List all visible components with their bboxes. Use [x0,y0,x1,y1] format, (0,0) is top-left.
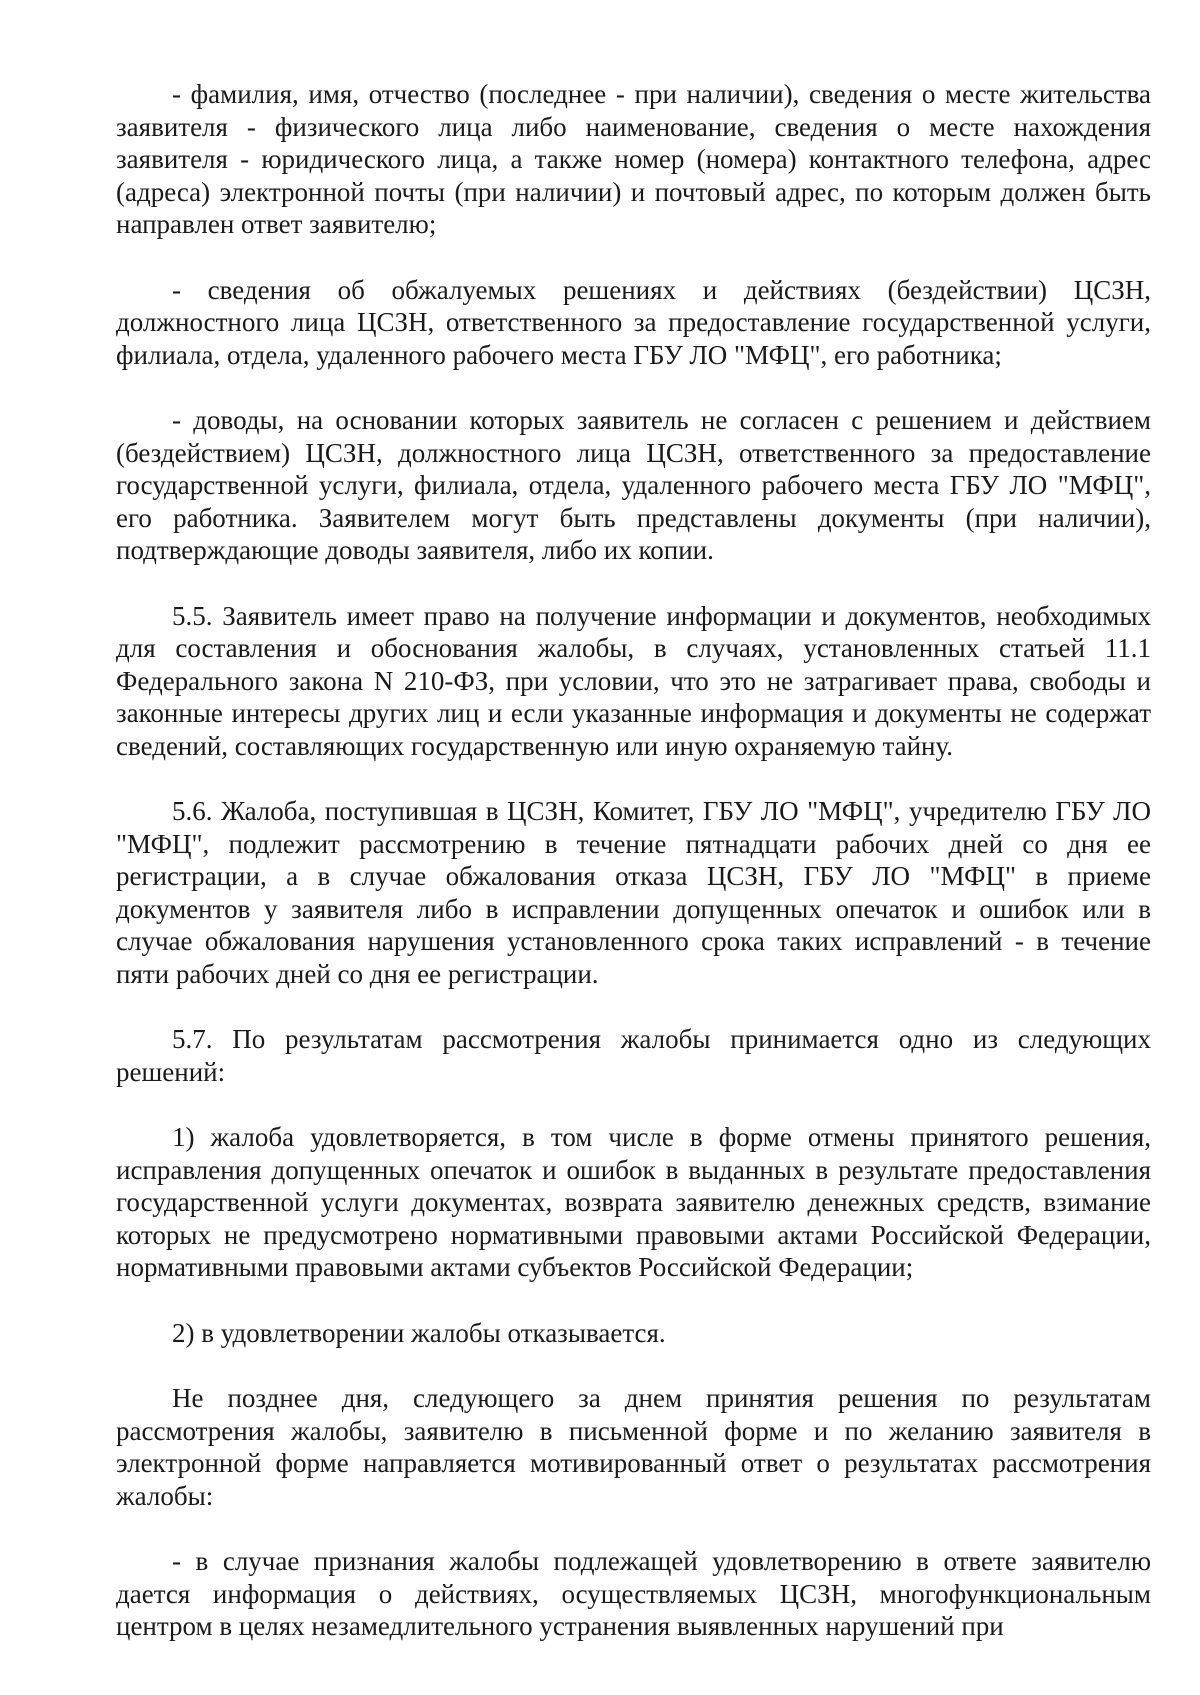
paragraph-applicant-details: - фамилия, имя, отчество (последнее - при наличии), сведения о месте жительства заявителя - физического лица либо наименование, сведения о месте нахождения заявителя - юридического лица, а также номер (номера) контактного телефона, адрес (адреса) электронной почты (при наличии) и почтовый адрес, по которым должен быть направлен ответ заявителю; [116,79,1151,239]
paragraph-5-6: 5.6. Жалоба, поступившая в ЦСЗН, Комитет, ГБУ ЛО "МФЦ", учредителю ГБУ ЛО "МФЦ", подлежит рассмотрению в течение пятнадцати рабочих дней со дня ее регистрации, а в случае обжалования отказа ЦСЗН, ГБУ ЛО "МФЦ" в приеме документов у заявителя либо в исправлении допущенных опечаток и ошибок или в случае обжалования нарушения установленного срока таких исправлений - в течение пяти рабочих дней со дня ее регистрации. [116,796,1151,989]
paragraph-decision-1: 1) жалоба удовлетворяется, в том числе в форме отмены принятого решения, исправления допущенных опечаток и ошибок в выданных в результате предоставления государственной услуги документах, возврата заявителю денежных средств, взимание которых не предусмотрено нормативными правовыми актами Российской Федерации, нормативными правовыми актами субъектов Российской Федерации; [116,1122,1151,1282]
paragraph-decision-2: 2) в удовлетворении жалобы отказывается. [172,1317,666,1348]
paragraph-appealed-decisions: - сведения об обжалуемых решениях и действиях (бездействии) ЦСЗН, должностного лица ЦСЗН, ответственного за предоставление государственной услуги, филиала, отдела, удаленного рабочего места ГБУ ЛО "МФЦ", его работника; [116,274,1151,370]
paragraph-5-7: 5.7. По результатам рассмотрения жалобы принимается одно из следующих решений: [116,1024,1151,1087]
paragraph-5-5: 5.5. Заявитель имеет право на получение информации и документов, необходимых для составления и обоснования жалобы, в случаях, установленных статьей 11.1 Федерального закона N 210-ФЗ, при условии, что это не затрагивает права, свободы и законные интересы других лиц и если указанные информация и документы не содержат сведений, составляющих государственную или иную охраняемую тайну. [116,600,1151,761]
paragraph-complaint-satisfied: - в случае признания жалобы подлежащей удовлетворению в ответе заявителю дается информация о действиях, осуществляемых ЦСЗН, многофункциональным центром в целях незамедлительного устранения выявленных нарушений при [116,1546,1151,1641]
paragraph-arguments: - доводы, на основании которых заявитель не согласен с решением и действием (бездействием) ЦСЗН, должностного лица ЦСЗН, ответственного за предоставление государственной услуги, филиала, отдела, удаленного рабочего места ГБУ ЛО "МФЦ", его работника. Заявителем могут быть представлены документы (при наличии), подтверждающие доводы заявителя, либо их копии. [116,405,1151,565]
paragraph-response-deadline: Не позднее дня, следующего за днем принятия решения по результатам рассмотрения жалобы, заявителю в письменной форме и по желанию заявителя в электронной форме направляется мотивированный ответ о результатах рассмотрения жалобы: [116,1383,1151,1511]
document-body [116,78,1151,1643]
